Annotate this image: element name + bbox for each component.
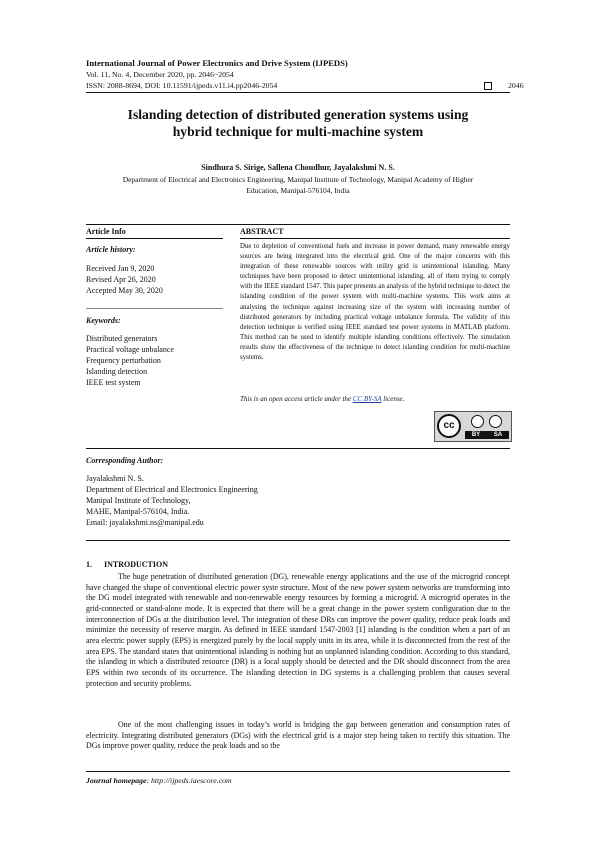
keyword: IEEE test system — [86, 378, 141, 387]
received-date: Received Jan 9, 2020 — [86, 264, 155, 273]
affiliation-line-1: Department of Electrical and Electronics Engineering, Manipal Institute of Technology, Manipal Academy of Higher — [122, 175, 474, 184]
share-alike-icon — [489, 415, 502, 428]
abstract-text: Due to depletion of conventional fuels and increase in power demand, many renewable energy sources are being integrated into the electrical grid. One of the major concerns with this integration of these renewable sources with utility grid is unintentional islanding. Many techniques have been proposed to detect unintentional islanding, all of them trying to comply with the IEEE standard 1547. This paper presents an analysis of the hybrid technique to detect the islanding condition of the power system with multi-machine systems. This work aims at analysing the technique against increasing size of the system with increasing number of distributed generators by including practical voltage unbalance formula. The validity of this detection technique is verified using IEEE standard test power systems in MATLAB platform. This method can be used to identify multiple islanding conditions effectively. The simulation results show the effectiveness of the technique to detect islanding condition for multi-machine systems. — [240, 243, 510, 362]
introduction-heading: 1. INTRODUCTION — [86, 560, 169, 569]
accepted-date: Accepted May 30, 2020 — [86, 286, 163, 295]
keywords-label: Keywords: — [86, 316, 121, 325]
journal-homepage — [86, 776, 232, 785]
article-dates — [86, 263, 163, 296]
cc-badge-bar — [465, 431, 509, 439]
license-prefix: This is an open access article under the — [240, 395, 353, 403]
header-rule — [86, 92, 510, 93]
keywords-list — [86, 333, 174, 388]
info-divider — [86, 308, 223, 309]
abstract-heading: ABSTRACT — [240, 227, 284, 236]
keyword: Practical voltage unbalance — [86, 345, 174, 354]
author-institute: Manipal Institute of Technology, — [86, 496, 191, 505]
journal-title: International Journal of Power Electronics and Drive System (IJPEDS) — [86, 58, 348, 68]
cc-by-sa-link[interactable]: CC BY-SA — [352, 395, 382, 403]
license-suffix: license. — [381, 395, 405, 403]
cc-icon: cc — [437, 414, 461, 438]
cc-by-label: BY — [471, 432, 481, 438]
abstract-heading-rule — [240, 238, 510, 239]
title-line-2: hybrid technique for multi-machine system — [172, 124, 424, 139]
journal-homepage-url[interactable]: : http://ijpeds.iaescore.com — [146, 776, 232, 785]
person-icon — [471, 415, 484, 428]
info-heading-rule — [86, 238, 223, 239]
keyword: Distributed generators — [86, 334, 158, 343]
square-icon — [484, 82, 492, 90]
issn-doi: ISSN: 2088-8694, DOI: 10.11591/ijpeds.v11.i4.pp2046-2054 — [86, 81, 278, 90]
author-email: Email: jayalakshmi.ns@manipal.edu — [86, 518, 204, 527]
authors: Sindhura S. Sirige, Sallena Choudhur, Jayalakshmi N. S. — [201, 163, 395, 172]
introduction-paragraph-1: The huge penetration of distributed generation (DG), renewable energy applications and the use of the microgrid concept have changed the shape of conventional electric power syste structure. Most of the new power system networks are transforming into the DG model integrated with renewable and non-renewable energy resources by forming a microgrid. A microgrid operates in the grid-connected or stand-alone mode. It is expected that there will be a great change in the power system configuration due to the interconnection of DGs at the distribution level. The integration of these DRs can improve the power quality, reduce peak loads and minimize the necessity of reserve margin. As defined in IEEE standard 1547-2003 [1] islanding is the condition when a part of an area electric power supply (EPS) is energized purely by the local supply units in its area, while it is disconnected from the rest of the area EPS. The standard states that unintentional islanding is nothing but an unplanned islanding condition. According to this standard, the islanding in which a distributed resource (DR) is a local supply should be detected and the DR should disconnect from the area EPS within two seconds of its occurrence. The islanding detection in DG systems is a challenging problem that causes several protection and security problems. — [86, 572, 510, 688]
article-info-heading: Article Info — [86, 227, 126, 236]
paper-title — [86, 106, 510, 140]
info-bottom-rule — [86, 448, 510, 449]
author-name: Jayalakshmi N. S. — [86, 474, 144, 483]
keyword: Islanding detection — [86, 367, 148, 376]
page-number: 2046 — [508, 81, 524, 90]
title-line-1: Islanding detection of distributed generation systems using — [127, 107, 469, 122]
journal-homepage-label: Journal homepage — [86, 776, 147, 785]
introduction-paragraph-2: One of the most challenging issues in today’s world is bridging the gap between generation and consumption rates of electricity. Integrating distributed generators (DGs) with the electrical grid is a major step being taken to rectify this situation. The DGs improve power quality, reduce the peak loads and so the — [86, 720, 510, 751]
license-note — [240, 395, 577, 403]
cc-license-badge[interactable] — [434, 411, 512, 442]
info-top-rule — [86, 224, 510, 225]
corresponding-author-details — [86, 473, 258, 528]
author-address: MAHE, Manipal-576104, India. — [86, 507, 190, 516]
corresponding-bottom-rule — [86, 540, 510, 541]
affiliation — [86, 174, 510, 196]
affiliation-line-2: Education, Manipal-576104, India — [246, 186, 350, 195]
article-history-label: Article history: — [86, 245, 136, 254]
revised-date: Revised Apr 26, 2020 — [86, 275, 156, 284]
keyword: Frequency perturbation — [86, 356, 161, 365]
cc-sa-label: SA — [493, 432, 503, 438]
footer-rule — [86, 771, 510, 772]
volume-info: Vol. 11, No. 4, December 2020, pp. 2046~2054 — [86, 70, 234, 79]
corresponding-author-label: Corresponding Author: — [86, 456, 164, 465]
author-department: Department of Electrical and Electronics Engineering — [86, 485, 258, 494]
